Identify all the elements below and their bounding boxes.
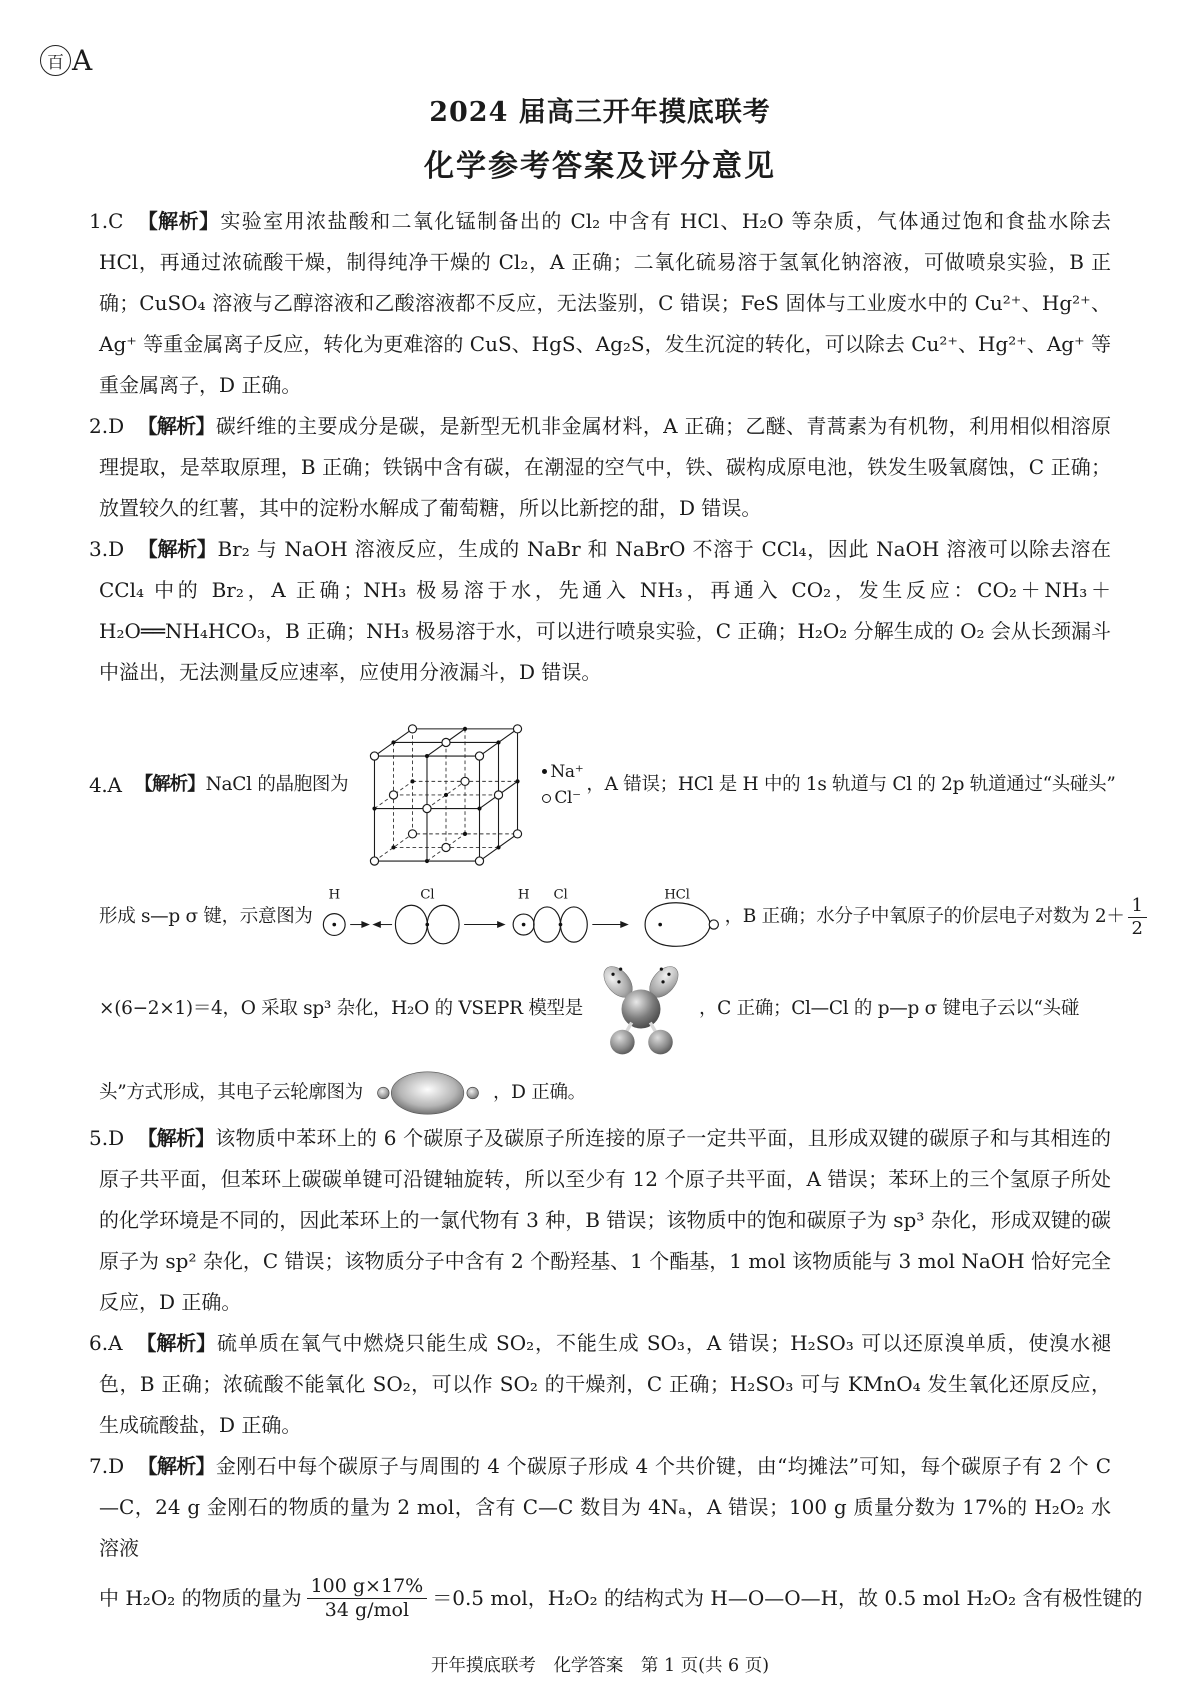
page-title: 2024 届高三开年摸底联考 — [429, 97, 771, 128]
item7-paragraph — [89, 1446, 1111, 1569]
answers-body — [89, 201, 1143, 1622]
fraction-denominator: 34 g/mol — [324, 1598, 410, 1621]
legend-cl-row — [542, 785, 583, 811]
answer-item-3 — [89, 529, 1111, 693]
vsepr-model-image — [591, 956, 691, 1062]
answer-item-1 — [89, 201, 1111, 406]
item-text: 形成 s—p σ 键，示意图为 — [99, 906, 313, 928]
item-text: 中 H₂O₂ 的物质的量为 — [99, 1586, 302, 1611]
cloud-ellipse — [391, 1072, 464, 1114]
fraction-denominator: 2 — [1131, 917, 1143, 939]
cloud-left-nucleus — [378, 1087, 390, 1099]
analysis-tag: 【解析】 — [137, 1126, 215, 1150]
item-text: NaCl 的晶胞图为 — [205, 774, 349, 796]
item4-row-vsepr — [99, 956, 1111, 1062]
answer-item-5 — [89, 1118, 1111, 1323]
item7-fraction-line — [99, 1575, 1143, 1622]
item-number: 7.D — [89, 1454, 125, 1478]
logo-letter: A — [72, 44, 93, 77]
sp-sigma-bond-diagram — [319, 886, 719, 948]
legend-na-label: Na⁺ — [550, 761, 584, 782]
svg-text:Cl: Cl — [553, 887, 568, 903]
item-text: ，B 正确；水分子中氧原子的价层电子对数为 2＋ — [724, 906, 1125, 928]
svg-text:HCl: HCl — [663, 887, 690, 903]
mole-fraction — [307, 1575, 428, 1622]
item-text: 实验室用浓盐酸和二氧化锰制备出的 Cl₂ 中含有 HCl、H₂O 等杂质，气体通过饱和食盐水除去 HCl，再通过浓硫酸干燥，制得纯净干燥的 Cl₂，A 正确；二氧化硫易溶于氢氧化钠溶液，可做喷泉实验，B 正确；CuSO₄ 溶液与乙醇溶液和乙酸溶液都不反应，无法鉴别，C 错误；FeS 固体与工业废水中的 Cu²⁺、Hg²⁺、Ag⁺ 等重金属离子反应，转化为更难溶的 CuS、HgS、Ag₂S，发生沉淀的转化，可以除去 Cu²⁺、Hg²⁺、Ag⁺ 等重金属离子，D 正确。 — [99, 209, 1111, 397]
analysis-tag: 【解析】 — [137, 537, 217, 561]
cloud-right-nucleus — [467, 1087, 479, 1099]
item-number: 1.C — [89, 209, 124, 233]
page-footer: 开年摸底联考 化学答案 第 1 页(共 6 页) — [430, 1655, 770, 1676]
orbital-arrows — [350, 922, 627, 928]
item-text: 金刚石中每个碳原子与周围的 4 个碳原子形成 4 个共价键，由“均摊法”可知，每个碳原子有 2 个 C—C，24 g 金刚石的物质的量为 2 mol，含有 C—C 数目为 4Nₐ，A 错误；100 g 质量分数为 17%的 H₂O₂ 水溶液 — [99, 1454, 1111, 1560]
analysis-tag: 【解析】 — [135, 1331, 217, 1355]
analysis-tag: 【解析】 — [136, 209, 220, 233]
fraction-one-half — [1128, 895, 1147, 939]
item4-row-orbitals — [99, 886, 1143, 948]
answer-item-2 — [89, 406, 1111, 529]
item4-row-crystal — [89, 696, 1116, 874]
svg-text:H: H — [517, 887, 529, 903]
analysis-tag: 【解析】 — [137, 1454, 215, 1478]
brand-logo — [40, 44, 92, 77]
nacl-unit-cell-diagram — [360, 696, 532, 874]
analysis-tag: 【解析】 — [134, 774, 205, 796]
item-number: 2.D — [89, 414, 125, 438]
na-ion-marker — [542, 769, 547, 774]
logo-circle-glyph: 百 — [40, 45, 71, 76]
item-number: 3.D — [89, 537, 125, 561]
cl-ion-marker — [542, 794, 551, 803]
answer-item-4 — [89, 696, 1143, 1116]
vsepr-central-atom — [621, 990, 660, 1029]
item-text: 碳纤维的主要成分是碳，是新型无机非金属材料，A 正确；乙醚、青蒿素为有机物，利用相似相溶原理提取，是萃取原理，B 正确；铁锅中含有碳，在潮湿的空气中，铁、碳构成原电池，铁发生吸氧腐蚀，C 正确；放置较久的红薯，其中的淀粉水解成了葡萄糖，所以比新挖的甜，D 错误。 — [99, 414, 1112, 520]
analysis-tag: 【解析】 — [137, 414, 215, 438]
item-text: ，D 正确。 — [492, 1082, 586, 1104]
fraction-numerator: 100 g×17% — [307, 1575, 428, 1599]
page-subtitle: 化学参考答案及评分意见 — [424, 149, 776, 184]
fraction-numerator: 1 — [1128, 895, 1147, 918]
legend-na-row — [542, 759, 583, 785]
item-text: 硫单质在氧气中燃烧只能生成 SO₂，不能生成 SO₃，A 错误；H₂SO₃ 可以还原溴单质，使溴水褪色，B 正确；浓硫酸不能氧化 SO₂，可以作 SO₂ 的干燥剂，C 正确；H₂SO₃ 可与 KMnO₄ 发生氧化还原反应，生成硫酸盐，D 正确。 — [99, 1331, 1111, 1437]
item4-row-cloud — [99, 1070, 1111, 1116]
answer-item-7 — [89, 1446, 1143, 1622]
item-text: Br₂ 与 NaOH 溶液反应，生成的 NaBr 和 NaBrO 不溶于 CCl₄，因此 NaOH 溶液可以除去溶在 CCl₄ 中的 Br₂，A 正确；NH₃ 极易溶于水，先通入 NH₃，再通入 CO₂，发生反应：CO₂＋NH₃＋H₂O══NH₄HCO₃，B 正确；NH₃ 极易溶于水，可以进行喷泉实验，C 正确；H₂O₂ 分解生成的 O₂ 会从长颈漏斗中溢出，无法测量反应速率，应使用分液漏斗，D 错误。 — [99, 537, 1112, 684]
item-text: ，C 正确；Cl—Cl 的 p—p σ 键电子云以“头碰 — [698, 998, 1080, 1020]
electron-cloud-contour-image — [368, 1070, 488, 1116]
answer-item-6 — [89, 1323, 1111, 1446]
svg-text:H: H — [328, 887, 340, 903]
item-text: ＝0.5 mol，H₂O₂ 的结构式为 H—O—O—H，故 0.5 mol H₂O₂ 含有极性键的 — [432, 1586, 1143, 1611]
vsepr-h-atoms — [610, 1030, 673, 1055]
legend-cl-label: Cl⁻ — [554, 788, 581, 808]
item-number: 6.A — [89, 1331, 123, 1355]
item-text: 头”方式形成，其电子云轮廓图为 — [99, 1082, 363, 1104]
orbital-labels — [328, 888, 689, 903]
svg-text:Cl: Cl — [419, 887, 434, 903]
item-text: ×(6−2×1)＝4，O 采取 sp³ 杂化，H₂O 的 VSEPR 模型是 — [99, 998, 583, 1020]
item-text: ，A 错误；HCl 是 H 中的 1s 轨道与 Cl 的 2p 轨道通过“头碰头” — [586, 774, 1116, 796]
nacl-legend — [542, 759, 583, 812]
item-number: 5.D — [89, 1126, 125, 1150]
item-number: 4.A — [89, 772, 122, 797]
item-text: 该物质中苯环上的 6 个碳原子及碳原子所连接的原子一定共平面，且形成双键的碳原子和与其相连的原子共平面，但苯环上碳碳单键可沿键轴旋转，所以至少有 12 个原子共平面，A 错误；苯环上的三个氢原子所处的化学环境是不同的，因此苯环上的一氯代物有 3 种，B 错误；该物质中的饱和碳原子为 sp³ 杂化，形成双键的碳原子为 sp² 杂化，C 错误；该物质分子中含有 2 个酚羟基、1 个酯基，1 mol 该物质能与 3 mol NaOH 恰好完全反应，D 正确。 — [99, 1126, 1111, 1314]
